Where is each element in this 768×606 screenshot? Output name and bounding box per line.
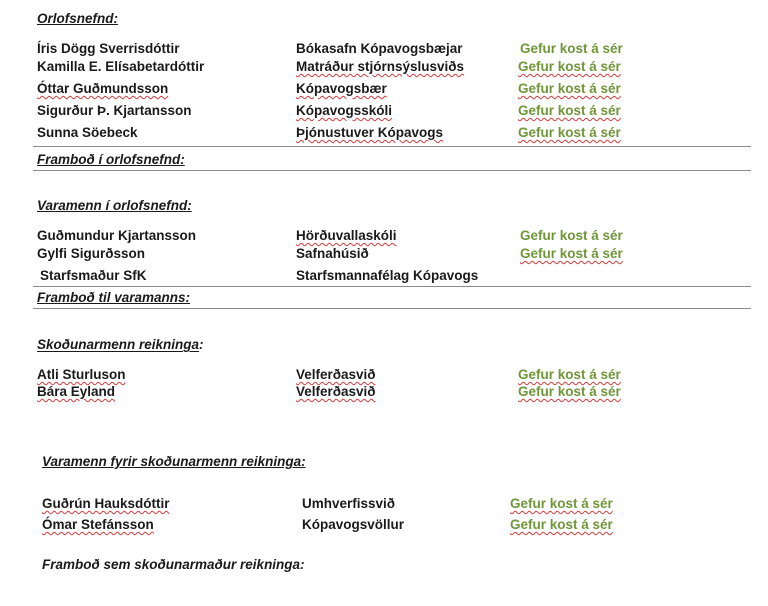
member-status: Gefur kost á sér xyxy=(518,103,621,118)
member-status: Gefur kost á sér xyxy=(520,228,623,243)
member-name: Íris Dögg Sverrisdóttir xyxy=(37,41,180,56)
divider xyxy=(33,170,751,171)
divider xyxy=(33,308,751,309)
member-workplace: Þjónustuver Kópavogs xyxy=(296,125,444,140)
section-heading-text: Skoðunarmenn reikninga xyxy=(37,337,200,352)
member-workplace: Starfsmannafélag Kópavogs xyxy=(296,268,479,283)
section-heading-skodunarmenn xyxy=(37,337,204,353)
member-name: Kamilla E. Elísabetardóttir xyxy=(37,59,205,74)
candidacy-label-skodunarmadur: Framboð sem skoðunarmaður reikninga: xyxy=(42,557,305,572)
member-status: Gefur kost á sér xyxy=(518,125,621,140)
section-heading-orlofsnefnd: Orlofsnefnd: xyxy=(37,11,118,26)
member-name: Guðrún Hauksdóttir xyxy=(42,496,170,511)
member-workplace: Kópavogsskóli xyxy=(296,103,393,118)
divider xyxy=(33,146,751,147)
section-heading-varamenn-orlofsnefnd: Varamenn í orlofsnefnd: xyxy=(37,198,192,213)
member-workplace: Kópavogsvöllur xyxy=(302,517,405,532)
member-status: Gefur kost á sér xyxy=(518,384,621,399)
member-workplace: Matráður stjórnsýslusviðs xyxy=(296,59,465,74)
candidacy-label-varamenn: Framboð til varamanns: xyxy=(37,290,191,305)
member-name: Sunna Söebeck xyxy=(37,125,138,140)
member-name: Bára Eyland xyxy=(37,384,116,399)
member-name: Sigurður Þ. Kjartansson xyxy=(37,103,192,118)
member-status: Gefur kost á sér xyxy=(520,246,623,261)
member-workplace: Kópavogsbær xyxy=(296,81,387,96)
member-workplace: Umhverfissvið xyxy=(302,496,396,511)
member-status: Gefur kost á sér xyxy=(518,367,621,382)
member-status: Gefur kost á sér xyxy=(510,496,613,511)
member-status: Gefur kost á sér xyxy=(518,81,621,96)
member-name: Guðmundur Kjartansson xyxy=(37,228,197,243)
member-name: Starfsmaður SfK xyxy=(40,268,147,283)
section-heading-colon: : xyxy=(199,337,204,352)
member-workplace: Hörðuvallaskóli xyxy=(296,228,397,243)
member-workplace: Velferðasvið xyxy=(296,367,376,382)
divider xyxy=(33,286,751,287)
section-heading-varamenn-skodunarmenn: Varamenn fyrir skoðunarmenn reikninga: xyxy=(42,454,306,469)
member-name: Óttar Guðmundsson xyxy=(37,81,169,96)
member-status: Gefur kost á sér xyxy=(518,59,621,74)
member-workplace: Bókasafn Kópavogsbæjar xyxy=(296,41,463,56)
member-status: Gefur kost á sér xyxy=(510,517,613,532)
member-workplace: Velferðasvið xyxy=(296,384,376,399)
member-name: Atli Sturluson xyxy=(37,367,126,382)
member-status: Gefur kost á sér xyxy=(520,41,623,56)
candidacy-label-orlofsnefnd: Framboð í orlofsnefnd: xyxy=(37,152,185,167)
member-workplace: Safnahúsið xyxy=(296,246,369,261)
member-name: Gylfi Sigurðsson xyxy=(37,246,146,261)
member-name: Ómar Stefánsson xyxy=(42,517,154,532)
